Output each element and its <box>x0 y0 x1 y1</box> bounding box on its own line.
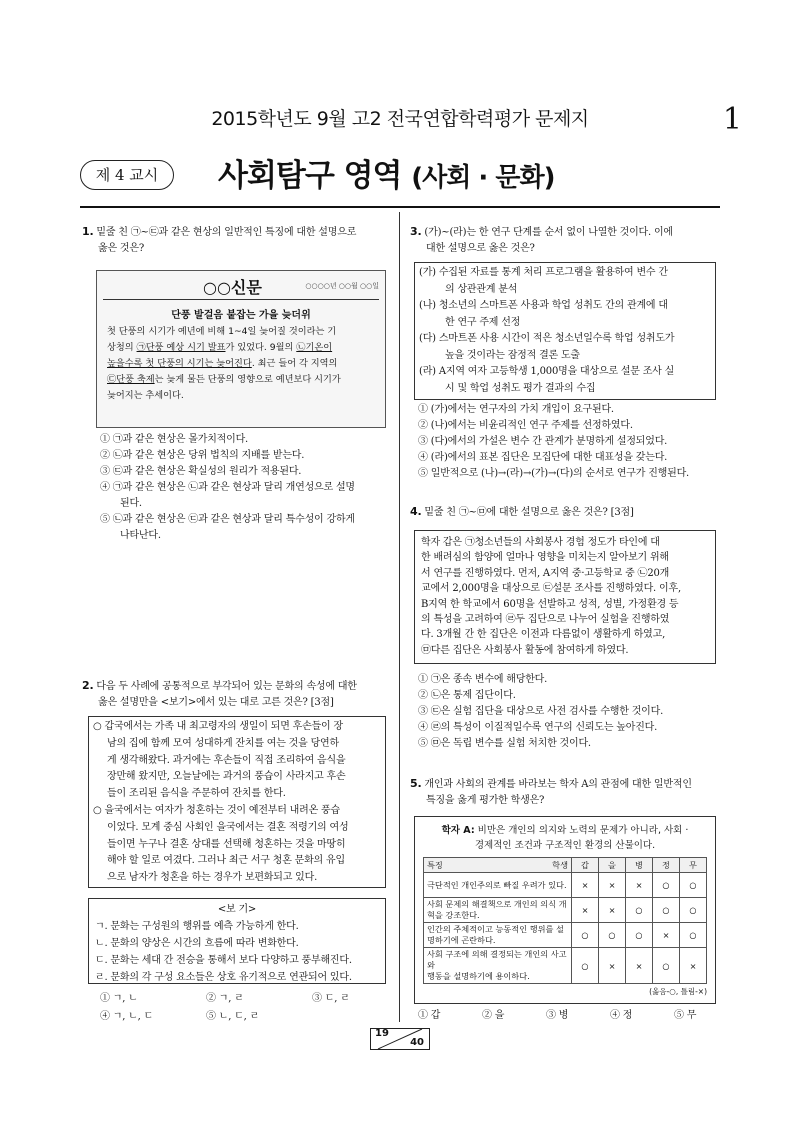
stage-line: (라) A지역 여자 고등학생 1,000명을 대상으로 설문 조사 실 <box>419 366 675 377</box>
column-divider <box>399 212 400 1022</box>
q5-number: 5. <box>410 777 422 790</box>
q4-option-2[interactable]: ② ㉡은 통제 집단이다. <box>418 690 516 701</box>
q2-stem1: 다음 두 사례에 공통적으로 부각되어 있는 문화의 속성에 대한 <box>96 681 357 692</box>
question-4 <box>410 504 720 521</box>
q3-option-1[interactable]: ① (가)에서는 연구자의 가치 개입이 요구된다. <box>418 404 614 415</box>
news-name: ○○신문 <box>203 278 262 297</box>
q5-option-4[interactable]: ④ 정 <box>610 1010 633 1021</box>
news-masthead <box>103 275 379 300</box>
q1-stem2: 옳은 것은? <box>98 243 144 254</box>
q2-options <box>100 990 395 1026</box>
q2-option-3[interactable]: ③ ㄷ, ㄹ <box>312 993 350 1004</box>
q2-option-2[interactable]: ② ㄱ, ㄹ <box>206 993 244 1004</box>
q5-box <box>414 816 716 1004</box>
exam-title: 2015학년도 9월 고2 전국연합학력평가 문제지 <box>211 108 589 130</box>
q5-option-2[interactable]: ② 을 <box>482 1010 505 1021</box>
q2-option-1[interactable]: ① ㄱ, ㄴ <box>100 993 138 1004</box>
q1-option-3[interactable]: ③ ㉢과 같은 현상은 확실성의 원리가 적용된다. <box>100 466 302 477</box>
q3-number: 3. <box>410 225 422 238</box>
case-line: 장만해 왔지만, 오늘날에는 과거의 풍습이 사라지고 후손 <box>107 771 346 783</box>
q2-option-5[interactable]: ⑤ ㄴ, ㄷ, ㄹ <box>206 1011 260 1022</box>
stage-line: 높을 것이라는 잠정적 결론 도출 <box>445 349 580 361</box>
table-row: 사회 문제의 해결책으로 개인의 의식 개 혁을 강조한다. × × ○ ○ ○ <box>424 898 707 923</box>
q3-option-2[interactable]: ② (나)에서는 비윤리적인 연구 주제를 선정하였다. <box>418 420 633 431</box>
news-date: ○○○○년 ○○월 ○○일 <box>305 282 379 290</box>
news-line: 높을수록 첫 단풍의 시기는 늦어진다. 최근 들어 각 지역의 <box>107 358 338 369</box>
stage-line: 의 상관관계 분석 <box>445 283 518 295</box>
header-rule <box>80 206 720 208</box>
page-total: 40 <box>410 1037 424 1048</box>
case-line: 이었다. 모계 중심 사회인 을국에서는 결혼 적령기의 여성 <box>107 821 349 833</box>
page-indicator <box>370 1028 430 1050</box>
case-line: ○ 갑국에서는 가족 내 최고령자의 생일이 되면 후손들이 장 <box>93 721 343 732</box>
news-headline: 단풍 발걸음 붙잡는 가을 늦더위 <box>171 310 311 321</box>
page-number: 1 <box>722 102 742 137</box>
q4-option-3[interactable]: ③ ㉢은 실험 집단을 대상으로 사전 검사를 수행한 것이다. <box>418 706 664 717</box>
table-header <box>424 858 707 873</box>
table-legend: (옳음-○, 틀림-×) <box>649 987 707 996</box>
q4-option-5[interactable]: ⑤ ㉤은 독립 변수를 실험 처치한 것이다. <box>418 738 591 749</box>
q3-stem1: (가)~(라)는 한 연구 단계를 순서 없이 나열한 것이다. 이에 <box>424 227 673 238</box>
q3-option-5[interactable]: ⑤ 일반적으로 (나)→(라)→(가)→(다)의 순서로 연구가 진행된다. <box>418 468 690 479</box>
news-line: 첫 단풍의 시기가 예년에 비해 1~4일 늦어질 것이라는 기 <box>107 326 337 337</box>
q1-options <box>100 432 395 544</box>
head-feature: 특징 <box>427 859 443 870</box>
q5-option-3[interactable]: ③ 병 <box>546 1010 569 1021</box>
case-line: 들이면 누구나 결혼 상대를 선택해 청혼하는 것을 마땅히 <box>107 838 346 850</box>
table-row: 극단적인 개인주의로 빠질 우려가 있다. × × × ○ ○ <box>424 873 707 898</box>
passage-line: B지역 한 학교에서 60명을 선발하고 성적, 성별, 가정환경 등 <box>421 598 679 610</box>
passage-line: 교에서 2,000명을 대상으로 ㉢설문 조사를 진행하였다. 이후, <box>421 583 681 595</box>
question-3 <box>410 224 720 257</box>
student-mu: 무 <box>680 858 707 873</box>
q2-bogi-box <box>88 898 386 984</box>
case-line: 들이 조리된 음식을 주문하여 잔치를 한다. <box>107 788 286 800</box>
q4-option-4[interactable]: ④ ㉣의 특성이 이질적일수록 연구의 신뢰도는 높아진다. <box>418 722 658 733</box>
bogi-item: ㄹ. 문화의 각 구성 요소들은 상호 유기적으로 연관되어 있다. <box>95 972 352 983</box>
q3-stem2: 대한 설명으로 옳은 것은? <box>426 243 535 254</box>
student-eul: 을 <box>599 858 626 873</box>
q2-number: 2. <box>82 679 94 692</box>
q1-number: 1. <box>82 225 94 238</box>
news-body <box>97 321 385 404</box>
stage-line: 시 및 학업 성취도 평가 결과의 수집 <box>445 382 596 394</box>
stage-line: 한 연구 주제 선정 <box>445 316 521 328</box>
subject-name: 사회탐구 영역 <box>218 158 402 194</box>
passage-line: 한 배려심의 함양에 얼마나 영향을 미치는지 알아보기 위해 <box>421 552 669 564</box>
q1-stem1: 밑줄 친 ㉠~㉢과 같은 현상의 일반적인 특징에 대한 설명으로 <box>96 227 357 238</box>
passage-line: 서 연구를 진행하였다. 먼저, A지역 중·고등학교 중 ㉡20개 <box>421 567 670 579</box>
q4-number: 4. <box>410 505 422 518</box>
case-line: 남의 집에 함께 모여 성대하게 잔치를 여는 것을 당연하 <box>107 737 339 749</box>
news-line: 상청의 ㉠단풍 예상 시기 발표가 있었다. 9월의 ㉡기온이 <box>107 342 333 353</box>
q5-options <box>418 1008 718 1024</box>
news-line: ㉢단풍 축제는 늦게 물든 단풍의 영향으로 예년보다 시기가 <box>107 374 341 385</box>
q3-option-3[interactable]: ③ (다)에서의 가설은 변수 간 관계가 분명하게 설정되었다. <box>418 436 668 447</box>
period-badge: 제 4 교시 <box>80 160 174 190</box>
q2-cases-box <box>88 716 386 888</box>
stage-line: (나) 청소년의 스마트폰 사용과 학업 성취도 간의 관계에 대 <box>419 300 668 311</box>
bogi-item: ㄴ. 문화의 양상은 시간의 흐름에 따라 변화한다. <box>95 938 299 949</box>
q2-option-4[interactable]: ④ ㄱ, ㄴ, ㄷ <box>100 1011 154 1022</box>
q1-option-1[interactable]: ① ㉠과 같은 현상은 몰가치적이다. <box>100 434 249 445</box>
evaluation-table <box>423 857 707 984</box>
passage-line: 다. 3개월 간 한 집단은 이전과 다름없이 생활하게 하였고, <box>421 629 666 641</box>
student-byeong: 병 <box>626 858 653 873</box>
quote-line-2: 경제적인 조건과 구조적인 환경의 산물이다. <box>474 840 656 851</box>
quote-line-1: 비만은 개인의 의지와 노력의 문제가 아니라, 사회 · <box>477 825 689 836</box>
q1-option-5[interactable]: ⑤ ㉡과 같은 현상은 ㉢과 같은 현상과 달리 특수성이 강하게 <box>100 514 355 525</box>
student-gap: 갑 <box>572 858 599 873</box>
q1-option-5-cont: 나타난다. <box>120 530 161 541</box>
q2-stem2: 옳은 설명만을 <보기>에서 있는 대로 고른 것은? [3점] <box>98 697 334 708</box>
q1-option-4-cont: 된다. <box>120 498 142 509</box>
q4-stem: 밑줄 친 ㉠~㉤에 대한 설명으로 옳은 것은? [3점] <box>424 507 634 518</box>
newspaper-clip <box>96 270 386 428</box>
q5-option-1[interactable]: ① 갑 <box>418 1010 441 1021</box>
stage-line: (다) 스마트폰 사용 시간이 적은 청소년일수록 학업 성취도가 <box>419 333 675 344</box>
case-line: ○ 을국에서는 여자가 청혼하는 것이 예전부터 내려온 풍습 <box>93 804 340 816</box>
table-row: 인간의 주체적이고 능동적인 행위를 설 명하기에 곤란하다. ○ ○ ○ × ○ <box>424 923 707 948</box>
question-1 <box>82 224 390 257</box>
q3-option-4[interactable]: ④ (라)에서의 표본 집단은 모집단에 대한 대표성을 갖는다. <box>418 452 668 463</box>
bogi-title: <보 기> <box>217 904 257 915</box>
q1-option-4[interactable]: ④ ㉠과 같은 현상은 ㉡과 같은 현상과 달리 개연성으로 설명 <box>100 482 355 493</box>
case-line: 으로 남자가 청혼을 하는 경우가 보편화되고 있다. <box>107 872 318 884</box>
bogi-item: ㄱ. 문화는 구성원의 행위를 예측 가능하게 한다. <box>95 921 299 932</box>
q5-stem2: 특징을 옳게 평가한 학생은? <box>426 795 545 806</box>
question-2 <box>82 678 390 711</box>
stage-line: (가) 수집된 자료를 통계 처리 프로그램을 활용하여 변수 간 <box>419 267 668 278</box>
case-line: 해야 할 일로 여겼다. 그러나 최근 서구 청혼 문화의 유입 <box>107 855 345 867</box>
q3-options <box>418 402 718 482</box>
news-line: 늦어지는 추세이다. <box>107 390 184 401</box>
bogi-item: ㄷ. 문화는 세대 간 전승을 통해서 보다 다양하고 풍부해진다. <box>95 955 352 966</box>
q1-option-2[interactable]: ② ㉡과 같은 현상은 당위 법칙의 지배를 받는다. <box>100 450 305 461</box>
head-student: 학생 <box>552 859 568 870</box>
passage-line: 의 특성을 고려하여 ㉣두 집단으로 나누어 실험을 진행하였 <box>421 614 670 626</box>
passage-line: ㉤다른 집단은 사회봉사 활동에 참여하게 하였다. <box>421 644 629 656</box>
table-row: 사회 구조에 의해 결정되는 개인의 사고와 행동을 설명하기에 용이하다. ○ × × ○ × <box>424 948 707 984</box>
subject-paren: (사회 · 문화) <box>411 163 555 193</box>
q4-option-1[interactable]: ① ㉠은 종속 변수에 해당한다. <box>418 674 548 685</box>
case-line: 게 생각해왔다. 과거에는 후손들이 직접 조리하여 음식을 <box>107 754 346 766</box>
passage-line: 학자 갑은 ㉠청소년들의 사회봉사 경험 정도가 타인에 대 <box>421 537 660 548</box>
q4-passage-box <box>414 530 716 664</box>
question-5 <box>410 776 720 809</box>
q4-options <box>418 672 718 752</box>
scholar-quote <box>423 823 707 853</box>
student-jeong: 정 <box>653 858 680 873</box>
q5-option-5[interactable]: ⑤ 무 <box>674 1010 697 1021</box>
quote-label: 학자 A: <box>441 825 475 836</box>
subject-title <box>218 150 554 195</box>
q3-stages-box <box>414 262 716 400</box>
page-current: 19 <box>375 1028 389 1039</box>
q5-stem1: 개인과 사회의 관계를 바라보는 학자 A의 관점에 대한 일반적인 <box>424 779 692 790</box>
